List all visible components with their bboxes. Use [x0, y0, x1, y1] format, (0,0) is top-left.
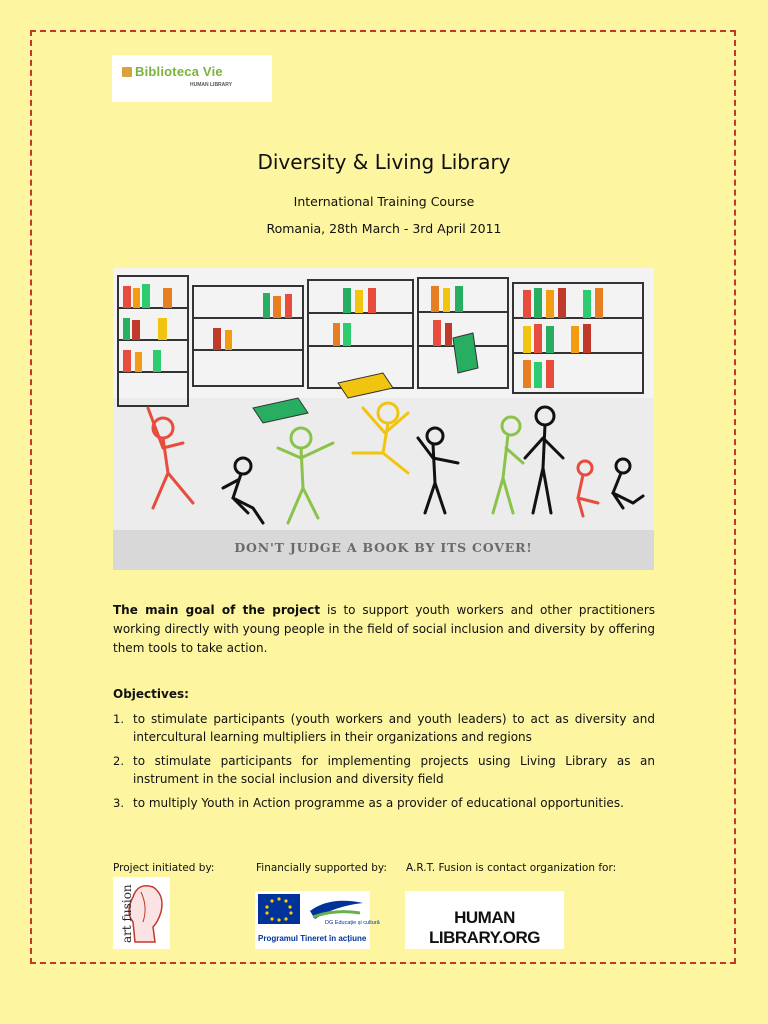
library-scene-drawing — [113, 268, 654, 570]
goal-text: is to support youth workers and other practitioners working directly with young people in the field of social inclusion and diversity by offering them tools to take action. — [113, 603, 656, 655]
biblioteca-vie-logo — [112, 55, 272, 102]
eu-programme-text: Programul Tineret în acțiune — [258, 934, 367, 943]
objective-number: 1. — [113, 712, 124, 726]
list-item — [113, 710, 655, 746]
logo-name: Biblioteca Vie — [135, 64, 223, 79]
eu-dg-text: DG Educație și cultură — [325, 920, 380, 926]
eu-youth-in-action-logo — [255, 891, 380, 949]
objective-number: 2. — [113, 754, 124, 768]
human-library-logo — [405, 891, 564, 949]
goal-lead: The main goal of the project — [113, 603, 321, 617]
logo-subtitle: HUMAN LIBRARY — [190, 82, 233, 88]
contact-org-label: A.R.T. Fusion is contact organization for: — [406, 862, 617, 874]
objectives-list — [113, 710, 655, 818]
objective-text: to multiply Youth in Action programme as a provider of educational opportunities. — [133, 796, 624, 810]
human-library-text: HUMAN LIBRARY.ORG — [429, 908, 540, 947]
living-library-illustration — [113, 268, 654, 570]
art-fusion-text: art fusion — [120, 884, 134, 943]
book-icon — [122, 67, 132, 77]
course-dates: Romania, 28th March - 3rd April 2011 — [266, 221, 502, 236]
project-goal-paragraph — [113, 601, 655, 658]
art-fusion-logo — [113, 877, 170, 949]
objective-text: to stimulate participants (youth workers and youth leaders) to act as diversity and intercultural learning multipliers in their organizations and regions — [133, 712, 655, 744]
objective-number: 3. — [113, 796, 124, 810]
list-item — [113, 752, 655, 788]
illustration-banner: DON'T JUDGE A BOOK BY ITS COVER! — [234, 540, 533, 555]
objectives-heading: Objectives: — [113, 687, 189, 701]
initiated-by-label: Project initiated by: — [113, 862, 215, 874]
list-item — [113, 794, 655, 812]
page-title: Diversity & Living Library — [257, 150, 511, 174]
course-subtitle: International Training Course — [293, 194, 475, 209]
objective-text: to stimulate participants for implementing projects using Living Library as an instrument in the social inclusion and diversity field — [133, 754, 655, 786]
financed-by-label: Financially supported by: — [256, 862, 387, 874]
